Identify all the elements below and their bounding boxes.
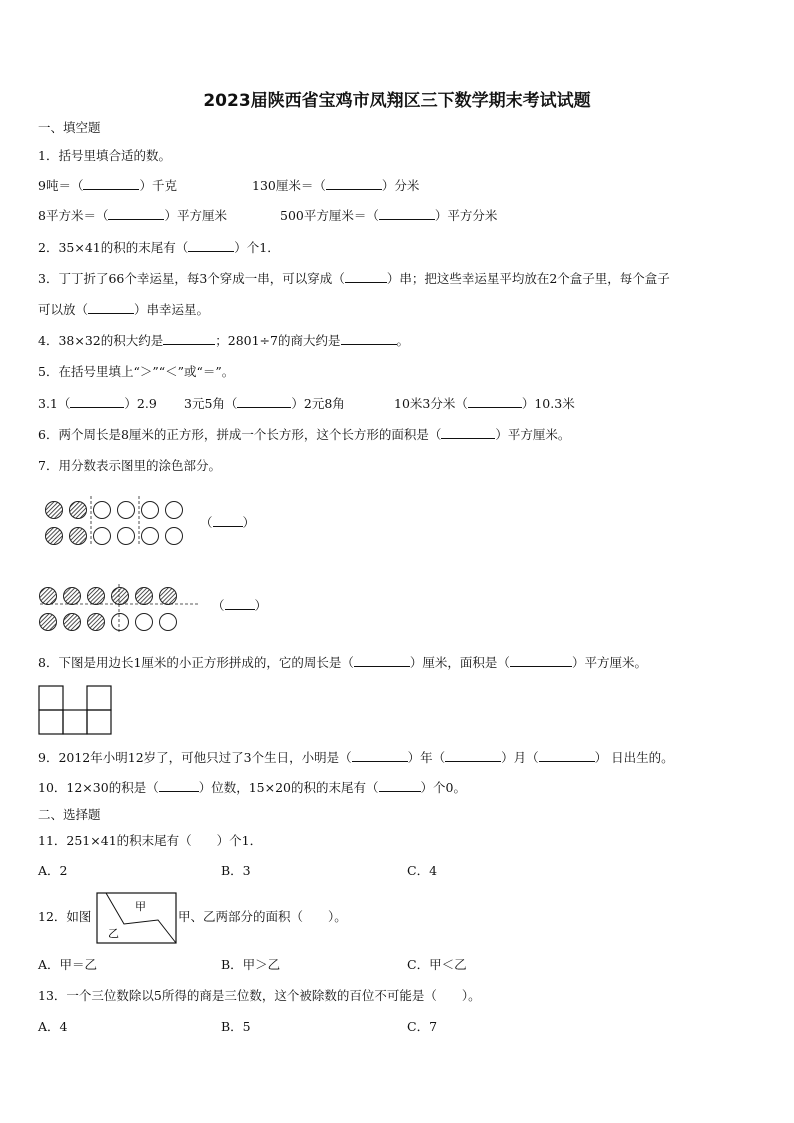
q12-option-b[interactable]: B．甲＞乙: [221, 957, 281, 972]
q7-fig1-circle-r2-c6: [166, 528, 183, 545]
q1a-blank[interactable]: [83, 177, 139, 190]
question-6: [38, 426, 570, 444]
q8-square-bottom-middle: [63, 710, 87, 734]
q2-right: ）个1．: [234, 240, 280, 255]
q1d-blank[interactable]: [379, 207, 435, 220]
question-5-stem: 5．在括号里填上“＞”“＜”或“＝”。: [38, 364, 235, 379]
q7-fig2-circle-r1-c1: [40, 588, 57, 605]
q7-fig1-circle-r1-c5: [142, 502, 159, 519]
q4-blank-1[interactable]: [163, 332, 215, 345]
q9-part-c: ）月（: [501, 750, 539, 765]
question-3-line-2: [38, 301, 209, 319]
section-heading-choice: 二、选择题: [38, 807, 101, 822]
section-heading-fill: 一、填空题: [38, 120, 101, 135]
q7-ans1-left: （: [200, 515, 213, 530]
q2-blank[interactable]: [188, 239, 234, 252]
q5a-left: 3.1（: [38, 396, 71, 411]
q8-square-bottom-left: [39, 710, 63, 734]
q1a-left: 9吨＝（: [38, 178, 84, 193]
q7-ans2-blank[interactable]: [225, 597, 255, 610]
q4-part-c: 。: [396, 333, 410, 348]
q5c-left: 10米3分米（: [394, 396, 468, 411]
q9-blank-month[interactable]: [445, 749, 501, 762]
q5a-right: ）2.9: [124, 396, 157, 411]
question-10: [38, 779, 466, 797]
q9-part-b: ）年（: [407, 750, 446, 765]
q9-blank-year[interactable]: [352, 749, 408, 762]
q12-option-c[interactable]: C．甲＜乙: [407, 957, 467, 972]
q1b-blank[interactable]: [326, 177, 382, 190]
q7-fig2-circle-r1-c5: [136, 588, 153, 605]
question-3-line-1: [38, 270, 670, 288]
q1d-right: ）平方分米: [434, 208, 498, 223]
q4-part-b: ；2801÷7的商大约是: [215, 333, 341, 348]
q12-label-yi: 乙: [108, 927, 119, 940]
q3-blank-1[interactable]: [345, 270, 387, 283]
q8-part-c: ）平方厘米。: [571, 655, 647, 670]
q2-left: 2．35×41的积的末尾有（: [38, 240, 189, 255]
q7-fig1-circle-r1-c3: [94, 502, 111, 519]
q7-fig2-circle-r2-c3: [88, 614, 105, 631]
q4-part-a: 4．38×32的积大约是: [38, 333, 164, 348]
question-4: [38, 332, 409, 350]
q5c-blank[interactable]: [468, 395, 522, 408]
q10-part-c: ）个0。: [420, 780, 466, 795]
q1c-right: ）平方厘米: [164, 208, 227, 223]
q13-option-b[interactable]: B．5: [221, 1019, 251, 1034]
q7-fig1-circle-r2-c1: [46, 528, 63, 545]
question-2: [38, 239, 280, 257]
q8-part-a: 8．下图是用边长1厘米的小正方形拼成的，它的周长是（: [38, 655, 354, 670]
q10-part-a: 10．12×30的积是（: [38, 780, 159, 795]
question-13-stem: 13．一个三位数除以5所得的商是三位数，这个被除数的百位不可能是（ ）。: [38, 988, 481, 1003]
question-1-stem: 1．括号里填合适的数。: [38, 148, 171, 163]
q8-squares-figure: [38, 685, 114, 737]
q10-blank-2[interactable]: [379, 779, 421, 792]
q1b-left: 130厘米＝（: [252, 178, 326, 193]
q7-answer-2: [212, 597, 267, 615]
q1c-blank[interactable]: [108, 207, 164, 220]
q7-fig1-circle-r2-c4: [118, 528, 135, 545]
q7-fig2-circle-r2-c1: [40, 614, 57, 631]
q8-square-bottom-right: [87, 710, 111, 734]
q13-option-c[interactable]: C．7: [407, 1019, 438, 1034]
q5b-right: ）2元8角: [291, 396, 345, 411]
q7-circles-figure-1: [38, 496, 198, 544]
q1c-left: 8平方米＝（: [38, 208, 109, 223]
q12-label-jia: 甲: [135, 900, 146, 913]
q1a-right: ）千克: [139, 178, 177, 193]
q7-fig2-circle-r1-c3: [88, 588, 105, 605]
q13-option-a[interactable]: A．4: [38, 1019, 68, 1034]
q7-fig2-circle-r2-c6: [160, 614, 177, 631]
q7-fig1-circle-r1-c2: [70, 502, 87, 519]
q9-part-a: 9．2012年小明12岁了，可他只过了3个生日，小明是（: [38, 750, 352, 765]
q7-circles-figure-2: [40, 584, 200, 634]
q7-fig2-circle-r2-c4: [112, 614, 129, 631]
q7-fig1-circle-r2-c3: [94, 528, 111, 545]
q7-fig1-circle-r2-c2: [70, 528, 87, 545]
q7-fig2-circle-r1-c6: [160, 588, 177, 605]
q11-option-a[interactable]: A．2: [38, 863, 68, 878]
question-11-stem: 11．251×41的积末尾有（ ）个1．: [38, 833, 263, 848]
q7-fig2-circle-r1-c2: [64, 588, 81, 605]
q7-circles-group-1: [46, 502, 183, 545]
q7-fig1-circle-r1-c4: [118, 502, 135, 519]
q5b-left: 3元5角（: [184, 396, 238, 411]
q8-square-top-left: [39, 686, 63, 710]
q6-left: 6．两个周长是8厘米的正方形，拼成一个长方形，这个长方形的面积是（: [38, 427, 442, 442]
question-8: [38, 654, 647, 672]
q7-circles-group-2: [40, 588, 177, 631]
q8-square-top-right: [87, 686, 111, 710]
q8-blank-1[interactable]: [354, 654, 410, 667]
q7-fig2-circle-r2-c2: [64, 614, 81, 631]
q10-blank-1[interactable]: [159, 779, 199, 792]
q7-ans1-right: ）: [242, 515, 256, 530]
question-7-stem: 7．用分数表示图里的涂色部分。: [38, 458, 221, 473]
q7-fig2-circle-r1-c4: [112, 588, 129, 605]
q3-part-d: ）串幸运星。: [134, 302, 210, 317]
q3-part-b: ）串；把这些幸运星平均放在2个盒子里，每个盒子: [386, 271, 670, 286]
q8-part-b: ）厘米，面积是（: [409, 655, 510, 670]
question-12-left: 12．如图: [38, 909, 92, 924]
q11-option-b[interactable]: B．3: [221, 863, 251, 878]
q1d-left: 500平方厘米＝（: [280, 208, 379, 223]
q12-option-a[interactable]: A．甲＝乙: [38, 957, 98, 972]
q9-blank-day[interactable]: [539, 749, 595, 762]
q7-fig2-circle-r2-c5: [136, 614, 153, 631]
q7-fig1-circle-r1-c1: [46, 502, 63, 519]
q7-fig1-circle-r2-c5: [142, 528, 159, 545]
q7-fig1-circle-r1-c6: [166, 502, 183, 519]
q5a-blank[interactable]: [70, 395, 124, 408]
q7-ans2-right: ）: [254, 598, 268, 613]
q7-ans1-blank[interactable]: [213, 514, 243, 527]
q3-part-c: 可以放（: [38, 302, 89, 317]
question-12-right: 甲、乙两部分的面积（ ）。: [178, 909, 347, 924]
q8-blank-2[interactable]: [510, 654, 572, 667]
q3-blank-2[interactable]: [88, 301, 134, 314]
q4-blank-2[interactable]: [341, 332, 397, 345]
q6-blank[interactable]: [441, 426, 495, 439]
q9-part-d: ） 日出生的。: [594, 750, 674, 765]
q5b-blank[interactable]: [237, 395, 291, 408]
question-9: [38, 749, 674, 767]
q12-rectangle-figure: [96, 892, 178, 944]
q6-right: ）平方厘米。: [495, 427, 571, 442]
q11-option-c[interactable]: C．4: [407, 863, 438, 878]
q1b-right: ）分米: [381, 178, 420, 193]
q3-part-a: 3．丁丁折了66个幸运星，每3个穿成一串，可以穿成（: [38, 271, 345, 286]
q7-ans2-left: （: [212, 598, 225, 613]
page-title: 2023届陕西省宝鸡市凤翔区三下数学期末考试试题: [203, 91, 591, 111]
q5c-right: ）10.3米: [521, 396, 575, 411]
q7-answer-1: [200, 514, 255, 532]
q10-part-b: ）位数，15×20的积的末尾有（: [198, 780, 379, 795]
